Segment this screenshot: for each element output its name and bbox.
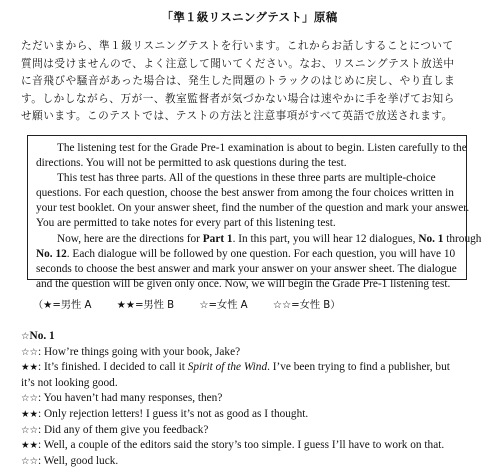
directions-line: questions. For each question, choose the best answer from among the four choices written in <box>36 187 454 200</box>
dialogue-line <box>21 423 491 439</box>
directions-line: This test has three parts. All of the questions in these three parts are multiple-choice <box>57 172 436 185</box>
directions-line: seconds to choose the best answer and mark your answer on your answer sheet. The dialogue <box>36 262 457 275</box>
star-mark: ☆ <box>21 331 30 342</box>
speaker-mark: ★★ <box>21 362 39 374</box>
directions-text: . In this part, you will hear 12 dialogues, <box>232 232 419 245</box>
utterance: : You haven’t had many responses, then? <box>38 392 223 405</box>
question-number-label: No. 1 <box>418 232 444 245</box>
speaker-mark: ☆☆ <box>21 393 39 405</box>
utterance: . I’ve been trying to find a publisher, but <box>267 361 450 374</box>
part-label: Part 1 <box>202 232 233 245</box>
legend-item: ★★=男性 B <box>116 300 175 311</box>
page-title: 「準１級リスニングテスト」原稿 <box>161 10 338 24</box>
directions-line <box>36 232 482 247</box>
speaker-mark: ★★ <box>21 408 39 420</box>
dialogue-no1 <box>21 329 491 469</box>
legend-item: （★=男性 A <box>33 300 92 311</box>
directions-line <box>36 247 457 262</box>
intro-line: に音飛びや騒音があった場合は、発生した問題のトラックのはじめに戻し、やり直しま <box>21 75 456 88</box>
japanese-instructions <box>21 38 483 126</box>
directions-line: The listening test for the Grade Pre-1 examination is about to begin. Listen carefully to the <box>57 142 467 154</box>
intro-line: 質問は受けませんので、よく注意して聞いてください。なお、リスニングテスト放送中 <box>21 57 455 70</box>
speaker-legend <box>33 296 362 311</box>
speaker-mark: ★★ <box>21 440 39 452</box>
utterance: : Well, a couple of the editors said the story’s too simple. I guess I’ll have to work on that. <box>38 439 445 452</box>
directions-line: your test booklet. On your answer sheet, find the number of the question and mark your answer. <box>36 202 470 215</box>
legend-item: ☆=女性 A <box>199 300 248 311</box>
dialogue-line <box>21 360 491 376</box>
utterance: : It’s finished. I decided to call it <box>38 361 188 374</box>
intro-line: ただいまから、準１級リスニングテストを行います。これからお話しすることについて <box>21 40 454 52</box>
utterance: : Did any of them give you feedback? <box>38 423 209 436</box>
speaker-mark: ☆☆ <box>21 346 39 358</box>
utterance: : How’re things going with your book, Jake? <box>38 345 241 358</box>
question-number-label: No. 12 <box>36 247 67 260</box>
book-title: Spirit of the Wind <box>187 361 268 374</box>
utterance: it’s not looking good. <box>21 376 118 389</box>
dialogue-heading <box>21 329 491 345</box>
speaker-mark: ☆☆ <box>21 424 39 436</box>
directions-text: through <box>443 232 482 245</box>
dialogue-line <box>21 391 491 407</box>
intro-line: せ願います。このテストでは、テストの方法と注意事項がすべて英語で放送されます。 <box>21 110 453 123</box>
dialogue-line <box>21 376 491 392</box>
intro-line: す。しかしながら、万が一、教室監督者が気づかない場合は速やかに手を挙げてお知ら <box>21 92 455 105</box>
english-directions-box <box>27 135 482 290</box>
directions-text: Now, here are the directions for <box>57 232 203 245</box>
utterance: : Well, good luck. <box>38 454 119 467</box>
speaker-mark: ☆☆ <box>21 455 39 467</box>
dialogue-line <box>21 454 491 469</box>
directions-text: . Each dialogue will be followed by one question. For each question, you will have 10 <box>66 247 456 260</box>
directions-line: directions. You will not be permitted to ask questions during the test. <box>36 157 347 170</box>
dialogue-line <box>21 407 491 423</box>
dialogue-number: No. 1 <box>29 330 55 342</box>
dialogue-line <box>21 345 491 361</box>
directions-line: and the question will be given only once. Now, we will begin the Grade Pre-1 listening test. <box>36 277 451 290</box>
dialogue-line <box>21 438 491 454</box>
utterance: : Only rejection letters! I guess it’s not as good as I thought. <box>38 407 309 420</box>
directions-line: You are permitted to take notes for every part of this listening test. <box>36 217 336 230</box>
legend-item: ☆☆=女性 B） <box>272 300 341 311</box>
